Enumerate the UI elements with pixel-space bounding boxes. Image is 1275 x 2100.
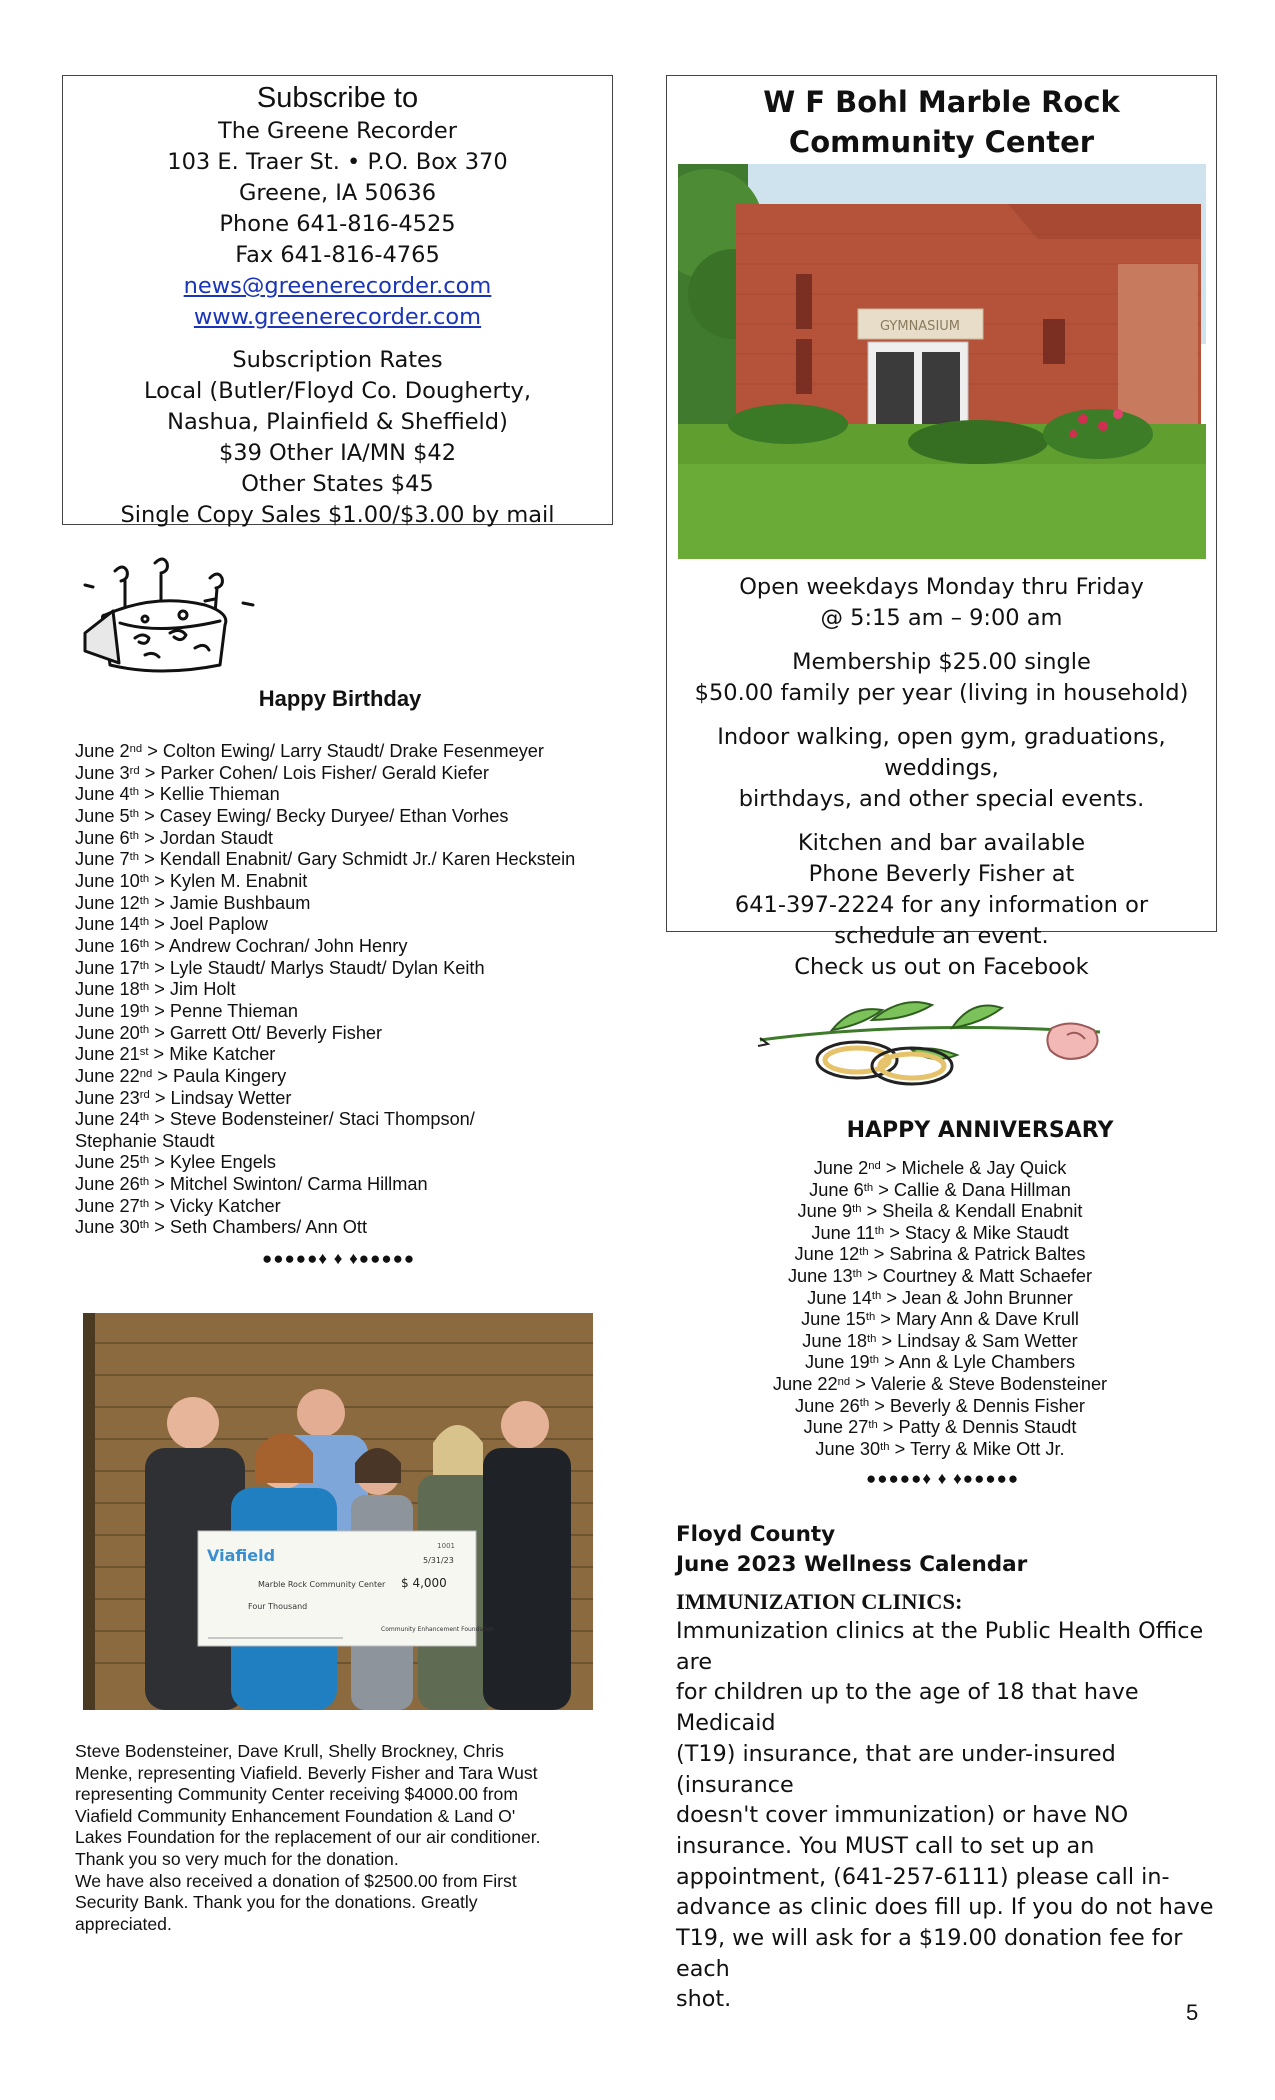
birthday-entry: [75, 893, 635, 915]
check-memo: Community Enhancement Foundation: [381, 1626, 495, 1633]
caption-line: Security Bank. Thank you for the donations. Greatly: [75, 1892, 478, 1913]
birthday-date: June 27: [75, 1195, 140, 1216]
caption-line: Viafield Community Enhancement Foundation & Land O': [75, 1805, 516, 1826]
birthday-date: June 2: [75, 741, 130, 761]
birthday-date-suffix: rd: [129, 764, 140, 777]
immunization-line: insurance. You MUST call to set up an: [676, 1832, 1095, 1859]
birthday-entry: [75, 1023, 635, 1045]
birthday-date: June 24: [75, 1109, 140, 1130]
check-presentation-photo: [83, 1313, 593, 1710]
schedule-line: schedule an event.: [834, 923, 1049, 949]
anniversary-entry: [720, 1374, 1160, 1396]
anniversary-date-suffix: th: [852, 1203, 862, 1216]
uses-line2: birthdays, and other special events.: [738, 786, 1145, 812]
birthday-entry: [75, 784, 635, 806]
birthday-entry: [75, 871, 635, 893]
immunization-line: Immunization clinics at the Public Health Office are: [676, 1618, 1204, 1675]
membership-family: $50.00 family per year (living in household): [694, 680, 1189, 706]
birthday-date-suffix: th: [139, 1176, 150, 1189]
birthday-date-suffix: th: [139, 1197, 150, 1210]
kitchen-line: Kitchen and bar available: [797, 830, 1086, 856]
birthday-entry: [75, 763, 635, 785]
birthday-names: > Colton Ewing/ Larry Staudt/ Drake Fesenmeyer: [142, 741, 544, 761]
birthday-date: June 20: [75, 1022, 140, 1043]
birthday-date-suffix: th: [139, 959, 150, 972]
community-center-box: [666, 75, 1217, 980]
birthday-date: June 18: [75, 979, 140, 1000]
birthday-date: June 21: [75, 1044, 140, 1065]
anniversary-entry: [720, 1244, 1160, 1266]
membership-single: Membership $25.00 single: [792, 649, 1091, 675]
gymnasium-sign: GYMNASIUM: [879, 319, 960, 334]
anniversary-date-suffix: th: [869, 1354, 880, 1367]
subscribe-title: Subscribe to: [256, 82, 419, 114]
birthday-date-suffix: th: [129, 851, 140, 864]
birthday-date-suffix: rd: [139, 1089, 150, 1102]
anniversary-date: June 26: [795, 1395, 860, 1416]
wellness-county: Floyd County: [676, 1522, 836, 1547]
caption-line: Lakes Foundation for the replacement of our air conditioner.: [75, 1827, 541, 1848]
rates-local-line2: Nashua, Plainfield & Sheffield): [167, 409, 508, 435]
caption-line: Thank you so very much for the donation.: [75, 1848, 399, 1869]
email-link[interactable]: news@greenerecorder.com: [183, 273, 492, 299]
facebook-line: Check us out on Facebook: [794, 954, 1089, 980]
subscribe-box: [62, 75, 613, 528]
caption-line: appreciated.: [75, 1913, 172, 1934]
birthday-entry: [75, 806, 635, 828]
birthday-date: June 14: [75, 914, 140, 935]
anniversary-date: June 30: [815, 1438, 881, 1459]
anniversary-heading: HAPPY ANNIVERSARY: [846, 1118, 1114, 1143]
check-brand: Viafield: [207, 1546, 276, 1565]
birthday-date-suffix: th: [129, 829, 140, 842]
hours-line2: @ 5:15 am – 9:00 am: [820, 605, 1063, 631]
anniversary-date: June 14: [807, 1287, 872, 1308]
birthday-date: June 17: [75, 957, 140, 978]
birthday-date-suffix: th: [129, 807, 140, 820]
anniversary-names: > Jean & John Brunner: [881, 1287, 1073, 1308]
birthday-date: June 16: [75, 935, 140, 956]
birthday-date: June 23: [75, 1087, 140, 1108]
page-number: 5: [1186, 2000, 1199, 2025]
uses-line1: Indoor walking, open gym, graduations, weddings,: [717, 724, 1166, 781]
rates-heading: Subscription Rates: [232, 347, 443, 373]
anniversary-names: > Valerie & Steve Bodensteiner: [850, 1373, 1108, 1394]
anniversary-date: June 6: [809, 1179, 864, 1200]
birthday-names-continued: Stephanie Staudt: [75, 1130, 215, 1151]
caption-line: Steve Bodensteiner, Dave Krull, Shelly Brockney, Chris: [75, 1741, 504, 1761]
caption-line: We have also received a donation of $2500.00 from First: [75, 1870, 517, 1891]
anniversary-names: > Sheila & Kendall Enabnit: [861, 1201, 1083, 1222]
anniversary-names: > Lindsay & Sam Wetter: [876, 1330, 1078, 1351]
gymnasium-photo: [678, 164, 1206, 559]
birthday-entry: [75, 1001, 635, 1023]
anniversary-date-suffix: th: [865, 1311, 876, 1324]
rates-other-states: Other States $45: [241, 471, 434, 497]
birthday-names: > Kylen M. Enabnit: [149, 870, 308, 891]
rings-and-rose-icon: [752, 990, 1132, 1090]
birthday-names: > Jamie Bushbaum: [149, 892, 311, 913]
immunization-line: (T19) insurance, that are under-insured (insurance: [676, 1740, 1116, 1798]
birthday-date-suffix: th: [139, 894, 150, 907]
birthday-entry: [75, 741, 635, 763]
check-number: 1001: [437, 1542, 455, 1550]
anniversary-date-suffix: th: [871, 1289, 882, 1302]
birthday-entry: [75, 914, 635, 936]
birthday-entry: [75, 1066, 635, 1088]
birthday-date: June 25: [75, 1152, 140, 1173]
immunization-heading: IMMUNIZATION CLINICS:: [676, 1589, 963, 1614]
center-title-line1: W F Bohl Marble Rock: [763, 85, 1120, 119]
anniversary-date-suffix: th: [866, 1332, 877, 1345]
anniversary-entry: [720, 1417, 1160, 1439]
rates-ia-mn: $39 Other IA/MN $42: [218, 440, 457, 466]
check-amount: $ 4,000: [401, 1576, 447, 1590]
birthday-entry: [75, 958, 635, 980]
birthday-date: June 30: [75, 1217, 140, 1238]
anniversary-date-suffix: th: [859, 1397, 870, 1410]
anniversary-date-suffix: th: [880, 1440, 890, 1453]
anniversary-names: > Mary Ann & Dave Krull: [875, 1309, 1079, 1330]
anniversary-date: June 9: [797, 1201, 853, 1222]
anniversary-date-suffix: th: [868, 1419, 878, 1432]
birthday-date-suffix: th: [139, 1219, 150, 1232]
anniversary-date-suffix: th: [859, 1246, 869, 1259]
birthday-entry: [75, 979, 635, 1001]
birthday-entry: [75, 828, 635, 850]
anniversary-entry: [720, 1223, 1160, 1245]
birthday-date: June 6: [75, 827, 130, 848]
birthday-list: [75, 741, 635, 1239]
rates-single-copy: Single Copy Sales $1.00/$3.00 by mail: [120, 502, 555, 528]
birthday-date-suffix: th: [139, 1154, 150, 1167]
anniversary-date-suffix: th: [863, 1181, 874, 1194]
caption-line: Menke, representing Viafield. Beverly Fisher and Tara Wust: [75, 1762, 538, 1783]
anniversary-date: June 18: [802, 1330, 867, 1351]
anniversary-entry: [720, 1266, 1160, 1288]
anniversary-names: > Sabrina & Patrick Baltes: [868, 1244, 1086, 1265]
birthday-date: June 12: [75, 892, 140, 913]
street-address: 103 E. Traer St. • P.O. Box 370: [167, 149, 508, 175]
immunization-line: shot.: [676, 1986, 732, 2013]
anniversary-names: > Patty & Dennis Staudt: [877, 1417, 1077, 1438]
immunization-line: appointment, (641-257-6111) please call in-: [676, 1863, 1170, 1890]
immunization-line: T19, we will ask for a $19.00 donation fee for each: [676, 1925, 1183, 1982]
anniversary-entry: [720, 1180, 1160, 1202]
birthday-date: June 4: [75, 784, 130, 805]
anniversary-names: > Terry & Mike Ott Jr.: [889, 1438, 1065, 1459]
check-date: 5/31/23: [423, 1556, 454, 1565]
center-title-line2: Community Center: [788, 125, 1095, 159]
anniversary-date: June 22: [772, 1373, 838, 1394]
birthday-date-suffix: th: [139, 1111, 150, 1124]
birthday-names: > Joel Paplow: [149, 914, 268, 935]
anniversary-date-suffix: nd: [868, 1159, 881, 1172]
birthday-names: > Lindsay Wetter: [149, 1087, 292, 1108]
anniversary-names: > Callie & Dana Hillman: [873, 1179, 1071, 1200]
birthday-date-suffix: th: [129, 786, 140, 799]
phone-number-line: 641-397-2224 for any information or: [734, 892, 1149, 918]
anniversary-entry: [720, 1158, 1160, 1180]
anniversary-entry: [720, 1439, 1160, 1461]
birthday-names: > Jim Holt: [149, 979, 236, 1000]
anniversary-date: June 19: [804, 1352, 870, 1373]
birthday-date-suffix: st: [139, 1046, 149, 1059]
birthday-names: > Andrew Cochran/ John Henry: [149, 935, 408, 956]
birthday-names: > Lyle Staudt/ Marlys Staudt/ Dylan Keith: [149, 957, 485, 978]
city-state-zip: Greene, IA 50636: [238, 180, 437, 206]
anniversary-entry: [720, 1396, 1160, 1418]
birthday-names: > Garrett Ott/ Beverly Fisher: [149, 1022, 383, 1043]
anniversary-names: > Michele & Jay Quick: [880, 1158, 1067, 1178]
anniversary-date-suffix: th: [852, 1267, 863, 1280]
anniversary-list: [720, 1158, 1160, 1460]
immunization-line: advance as clinic does fill up. If you do not have: [676, 1894, 1214, 1921]
birthday-entry: [75, 1152, 635, 1174]
birthday-entry: [75, 1109, 635, 1131]
birthday-names: > Kellie Thieman: [139, 784, 280, 805]
birthday-date-suffix: th: [139, 916, 150, 929]
wellness-section: [676, 1520, 1221, 2015]
birthday-names: > Kylee Engels: [149, 1152, 277, 1173]
birthday-date: June 19: [75, 1000, 140, 1021]
birthday-date-suffix: th: [139, 937, 150, 950]
birthday-date: June 10: [75, 870, 140, 891]
birthday-names: > Paula Kingery: [152, 1065, 287, 1086]
birthday-names: > Casey Ewing/ Becky Duryee/ Ethan Vorhes: [139, 805, 509, 826]
birthday-date: June 7: [75, 849, 130, 870]
anniversary-entry: [720, 1309, 1160, 1331]
birthday-names: > Jordan Staudt: [139, 827, 273, 848]
birthday-entry: [75, 1044, 635, 1066]
birthday-cake-icon: [75, 553, 275, 678]
anniversary-names: > Courtney & Matt Schaefer: [862, 1265, 1093, 1286]
birthday-names: > Penne Thieman: [149, 1000, 298, 1021]
birthday-entry: [75, 936, 635, 958]
birthday-names: > Steve Bodensteiner/ Staci Thompson/: [149, 1109, 475, 1130]
immunization-line: for children up to the age of 18 that have Medicaid: [676, 1679, 1139, 1737]
birthday-date-suffix: th: [139, 981, 150, 994]
birthday-entry: [75, 1174, 635, 1196]
hours-line1: Open weekdays Monday thru Friday: [739, 574, 1144, 600]
birthday-entry: [75, 1217, 635, 1239]
birthday-entry: [75, 849, 635, 871]
anniversary-date: June 27: [803, 1417, 869, 1438]
birthday-names: > Vicky Katcher: [149, 1195, 281, 1216]
anniversary-date: June 15: [801, 1309, 866, 1330]
birthday-date: June 26: [75, 1174, 140, 1195]
birthday-names: > Seth Chambers/ Ann Ott: [149, 1217, 367, 1238]
anniversary-entry: [720, 1352, 1160, 1374]
anniversary-date-suffix: th: [874, 1224, 885, 1237]
birthday-names: > Parker Cohen/ Lois Fisher/ Gerald Kiefer: [139, 762, 489, 783]
birthday-names: > Mitchel Swinton/ Carma Hillman: [149, 1174, 428, 1195]
birthday-date: June 22: [75, 1065, 140, 1086]
anniversary-names: > Stacy & Mike Staudt: [884, 1222, 1069, 1243]
anniversary-date: June 13: [787, 1265, 853, 1286]
phone-contact-line: Phone Beverly Fisher at: [808, 861, 1075, 887]
anniversary-date: June 12: [794, 1244, 860, 1265]
birthday-date-suffix: th: [139, 872, 150, 885]
anniversary-divider: ●●●●●♦ ♦ ♦●●●●●: [866, 1469, 1020, 1488]
birthday-date: June 5: [75, 805, 130, 826]
birthday-entry: [75, 1088, 635, 1110]
birthday-names: > Mike Katcher: [148, 1044, 276, 1065]
birthday-entry: [75, 1196, 635, 1218]
rates-local-line1: Local (Butler/Floyd Co. Dougherty,: [143, 378, 532, 404]
anniversary-entry: [720, 1201, 1160, 1223]
paper-name: The Greene Recorder: [218, 118, 457, 144]
birthday-divider: ●●●●●♦ ♦ ♦●●●●●: [262, 1249, 416, 1268]
anniversary-entry: [720, 1331, 1160, 1353]
fax-number: Fax 641-816-4765: [235, 242, 440, 268]
photo-caption: [75, 1741, 590, 1935]
birthday-heading: Happy Birthday: [258, 686, 422, 711]
anniversary-names: > Ann & Lyle Chambers: [879, 1352, 1076, 1373]
birthday-date: June 3: [75, 762, 130, 783]
wellness-calendar-title: June 2023 Wellness Calendar: [676, 1552, 1028, 1577]
phone-number: Phone 641-816-4525: [219, 211, 456, 237]
anniversary-entry: [720, 1288, 1160, 1310]
anniversary-names: > Beverly & Dennis Fisher: [869, 1395, 1085, 1416]
anniversary-date: June 11: [811, 1222, 875, 1243]
caption-line: representing Community Center receiving $4000.00 from: [75, 1784, 518, 1805]
website-link[interactable]: www.greenerecorder.com: [193, 304, 482, 330]
birthday-names: > Kendall Enabnit/ Gary Schmidt Jr./ Karen Heckstein: [139, 849, 576, 870]
anniversary-date-suffix: nd: [837, 1375, 851, 1388]
birthday-date-suffix: th: [139, 1024, 150, 1037]
immunization-line: doesn't cover immunization) or have NO: [676, 1802, 1129, 1829]
anniversary-date: June 2: [813, 1158, 869, 1178]
birthday-date-suffix: th: [139, 1002, 150, 1015]
check-payee: Marble Rock Community Center: [258, 1580, 386, 1589]
birthday-date-suffix: nd: [139, 1067, 153, 1080]
birthday-date-suffix: nd: [129, 742, 143, 755]
check-amount-words: Four Thousand: [248, 1602, 308, 1611]
